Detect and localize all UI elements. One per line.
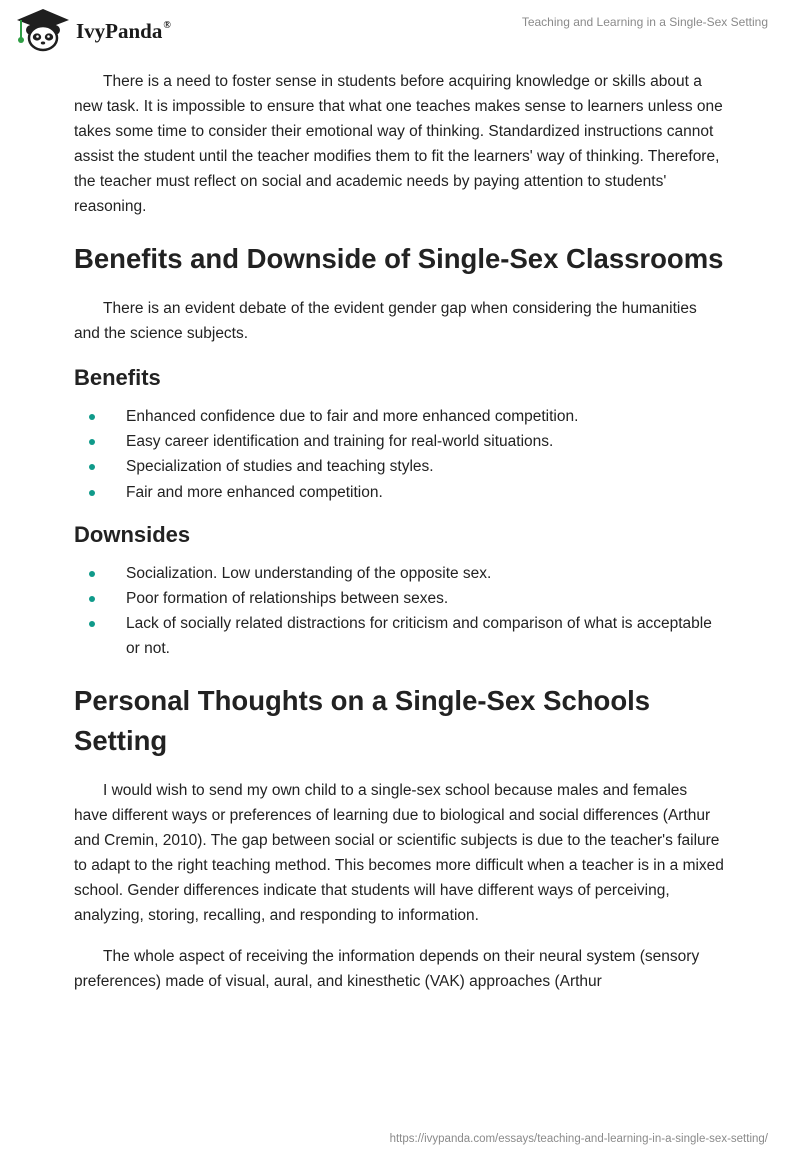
list-item: Socialization. Low understanding of the opposite sex.	[74, 561, 724, 586]
essay-content	[74, 70, 724, 1012]
list-item: Easy career identification and training for real-world situations.	[74, 429, 724, 454]
bullet-icon	[89, 464, 95, 470]
section-heading-personal-thoughts: Personal Thoughts on a Single-Sex Schools Setting	[74, 685, 651, 756]
bullet-icon	[89, 621, 95, 627]
subheading-downsides: Downsides	[74, 521, 191, 547]
bullet-icon	[89, 571, 95, 577]
bullet-icon	[89, 414, 95, 420]
brand-name: IvyPanda®	[76, 18, 171, 43]
list-item: Fair and more enhanced competition.	[74, 480, 724, 505]
source-url[interactable]: https://ivypanda.com/essays/teaching-and-learning-in-a-single-sex-setting/	[389, 1133, 768, 1145]
body-paragraph: I would wish to send my own child to a single-sex school because males and females have different ways or preferences of learning due to biological and social differences (Arthur and Cremin, 2010). The gap between social or scientific subjects is due to the teacher's failure to adapt to the right teaching method. This becomes more difficult when a teacher is in a mixed school. Gender differences indicate that students will have different ways of perceiving, analyzing, storing, recalling, and responding to information.	[74, 782, 724, 924]
bullet-icon	[89, 490, 95, 496]
list-item: Poor formation of relationships between sexes.	[74, 586, 724, 611]
section-heading-benefits-downsides: Benefits and Downside of Single-Sex Classrooms	[74, 243, 724, 275]
body-paragraph: The whole aspect of receiving the information depends on their neural system (sensory preferences) made of visual, aural, and kinesthetic (VAK) approaches (Arthur	[74, 948, 700, 991]
brand-logo[interactable]	[14, 8, 171, 52]
panda-graduate-icon	[14, 8, 72, 52]
section-paragraph: There is an evident debate of the evident gender gap when considering the humanities and the science subjects.	[74, 300, 697, 343]
list-item: Enhanced confidence due to fair and more enhanced competition.	[74, 404, 724, 429]
intro-paragraph: There is a need to foster sense in students before acquiring knowledge or skills about a new task. It is impossible to ensure that what one teaches makes sense to learners unless one takes some time to consider their emotional way of thinking. Standardized instructions cannot assist the student until the teacher modifies them to fit the learners' way of thinking. Therefore, the teacher must reflect on social and academic needs by paying attention to students' reasoning.	[74, 73, 723, 215]
benefits-list	[74, 404, 724, 504]
subheading-benefits: Benefits	[74, 365, 161, 391]
page-header	[0, 0, 800, 60]
document-title: Teaching and Learning in a Single-Sex Setting	[521, 15, 768, 29]
list-item: Specialization of studies and teaching styles.	[74, 454, 724, 479]
list-item: Lack of socially related distractions for criticism and comparison of what is acceptable or not.	[74, 611, 724, 661]
bullet-icon	[89, 596, 95, 602]
downsides-list	[74, 561, 724, 661]
bullet-icon	[89, 439, 95, 445]
